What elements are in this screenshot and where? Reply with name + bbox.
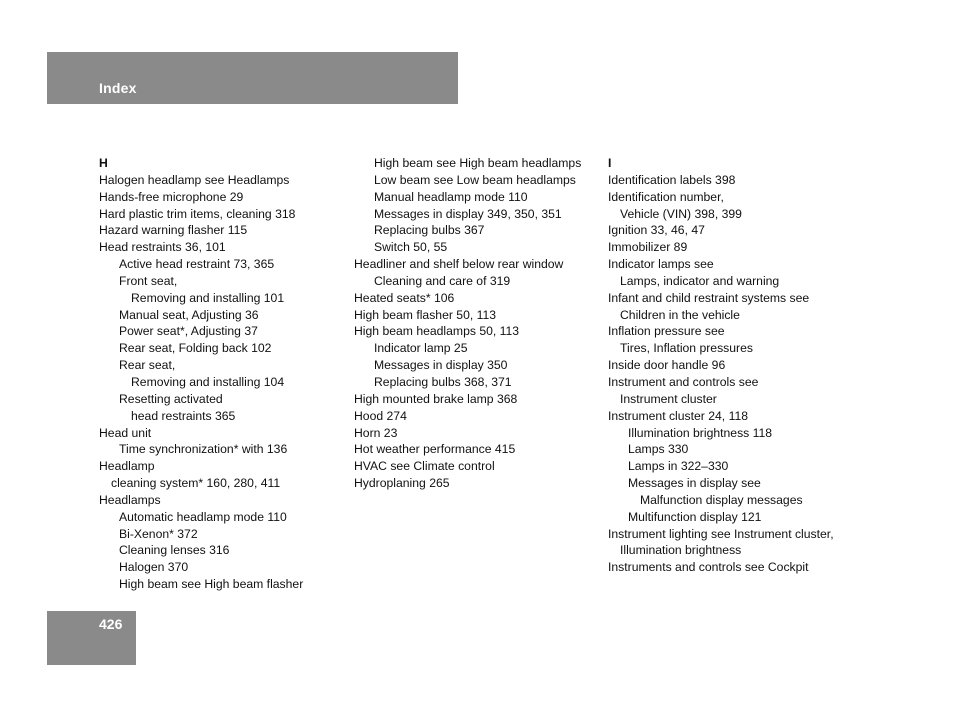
index-entry: Inflation pressure see: [608, 324, 725, 339]
index-entry: head restraints 365: [131, 408, 236, 423]
index-entry: Identification labels 398: [608, 172, 736, 187]
index-entry: Manual seat, Adjusting 36: [119, 307, 259, 322]
index-entry: Cleaning and care of 319: [374, 273, 511, 288]
index-entry: Lamps 330: [628, 442, 689, 457]
index-entry: Illumination brightness: [620, 543, 742, 558]
index-column-2: [354, 155, 604, 492]
index-entry: Headlamp: [99, 459, 155, 474]
index-entry: cleaning system* 160, 280, 411: [111, 476, 281, 491]
index-entry: Tires, Inflation pressures: [620, 341, 753, 356]
index-entry: Hard plastic trim items, cleaning 318: [99, 206, 296, 221]
index-entry: High beam see High beam headlamps: [374, 156, 582, 170]
index-entry: Messages in display 350: [374, 358, 508, 373]
index-entry: Rear seat,: [119, 358, 176, 373]
index-entry: Instrument cluster 24, 118: [608, 408, 749, 423]
index-entry: Hot weather performance 415: [354, 442, 516, 457]
index-entry: Headlamps: [99, 492, 161, 507]
index-entry: Children in the vehicle: [620, 307, 740, 322]
index-entry: Head restraints 36, 101: [99, 240, 226, 255]
index-letter-heading: H: [99, 156, 108, 170]
index-entry: High beam flasher 50, 113: [354, 307, 497, 322]
index-entry: Heated seats* 106: [354, 290, 455, 305]
index-entry: Multifunction display 121: [628, 509, 762, 524]
index-entry: High mounted brake lamp 368: [354, 391, 518, 406]
index-entry: Identification number,: [608, 189, 724, 204]
index-entry: Power seat*, Adjusting 37: [119, 324, 258, 339]
index-entry: Head unit: [99, 425, 152, 440]
index-entry: Cleaning lenses 316: [119, 543, 230, 558]
index-entry: Low beam see Low beam headlamps: [374, 172, 576, 187]
index-entry: HVAC see Climate control: [354, 459, 495, 474]
index-entry: Instrument lighting see Instrument cluster,: [608, 526, 834, 541]
index-entry: Inside door handle 96: [608, 358, 726, 373]
index-letter-heading: I: [608, 156, 612, 170]
index-entry: Time synchronization* with 136: [119, 442, 288, 457]
index-entry: Front seat,: [119, 273, 178, 288]
index-entry: Rear seat, Folding back 102: [119, 341, 272, 356]
index-entry: Infant and child restraint systems see: [608, 290, 810, 305]
index-entry: Instrument and controls see: [608, 374, 759, 389]
index-column-3: [608, 155, 868, 576]
index-entry: Manual headlamp mode 110: [374, 189, 528, 204]
index-entry: Lamps, indicator and warning: [620, 273, 780, 288]
index-entry: Illumination brightness 118: [628, 425, 773, 440]
header-bar: [47, 52, 458, 104]
index-entry: Ignition 33, 46, 47: [608, 223, 705, 238]
index-entry: Indicator lamp 25: [374, 341, 468, 356]
index-entry: Hood 274: [354, 408, 407, 423]
index-entry: Active head restraint 73, 365: [119, 257, 275, 272]
index-entry: Switch 50, 55: [374, 240, 448, 255]
page-number: 426: [99, 616, 123, 632]
index-entry: Messages in display see: [628, 476, 761, 491]
index-entry: Hands-free microphone 29: [99, 189, 244, 204]
index-entry: Hydroplaning 265: [354, 476, 450, 491]
index-entry: Halogen 370: [119, 560, 189, 575]
index-entry: Resetting activated: [119, 391, 223, 406]
index-entry: Instrument cluster: [620, 391, 717, 406]
index-entry: Bi-Xenon* 372: [119, 526, 198, 541]
index-entry: Replacing bulbs 368, 371: [374, 374, 512, 389]
page-number-tab: [47, 611, 136, 665]
index-entry: Halogen headlamp see Headlamps: [99, 172, 290, 187]
index-entry: Automatic headlamp mode 110: [119, 509, 287, 524]
index-entry: Messages in display 349, 350, 351: [374, 206, 562, 221]
index-entry: Headliner and shelf below rear window: [354, 257, 564, 272]
index-column-1: [99, 155, 349, 593]
index-entry: Removing and installing 104: [131, 374, 285, 389]
index-entry: Hazard warning flasher 115: [99, 223, 248, 238]
index-entry: Malfunction display messages: [640, 492, 803, 507]
index-entry: Indicator lamps see: [608, 257, 714, 272]
index-entry: Horn 23: [354, 425, 398, 440]
page-title: Index: [99, 80, 137, 96]
index-entry: Vehicle (VIN) 398, 399: [620, 206, 742, 221]
index-entry: Removing and installing 101: [131, 290, 285, 305]
index-entry: Replacing bulbs 367: [374, 223, 485, 238]
index-entry: High beam see High beam flasher: [119, 577, 304, 592]
index-entry: High beam headlamps 50, 113: [354, 324, 520, 339]
index-entry: Instruments and controls see Cockpit: [608, 560, 809, 575]
index-entry: Lamps in 322–330: [628, 459, 729, 474]
index-entry: Immobilizer 89: [608, 240, 688, 255]
